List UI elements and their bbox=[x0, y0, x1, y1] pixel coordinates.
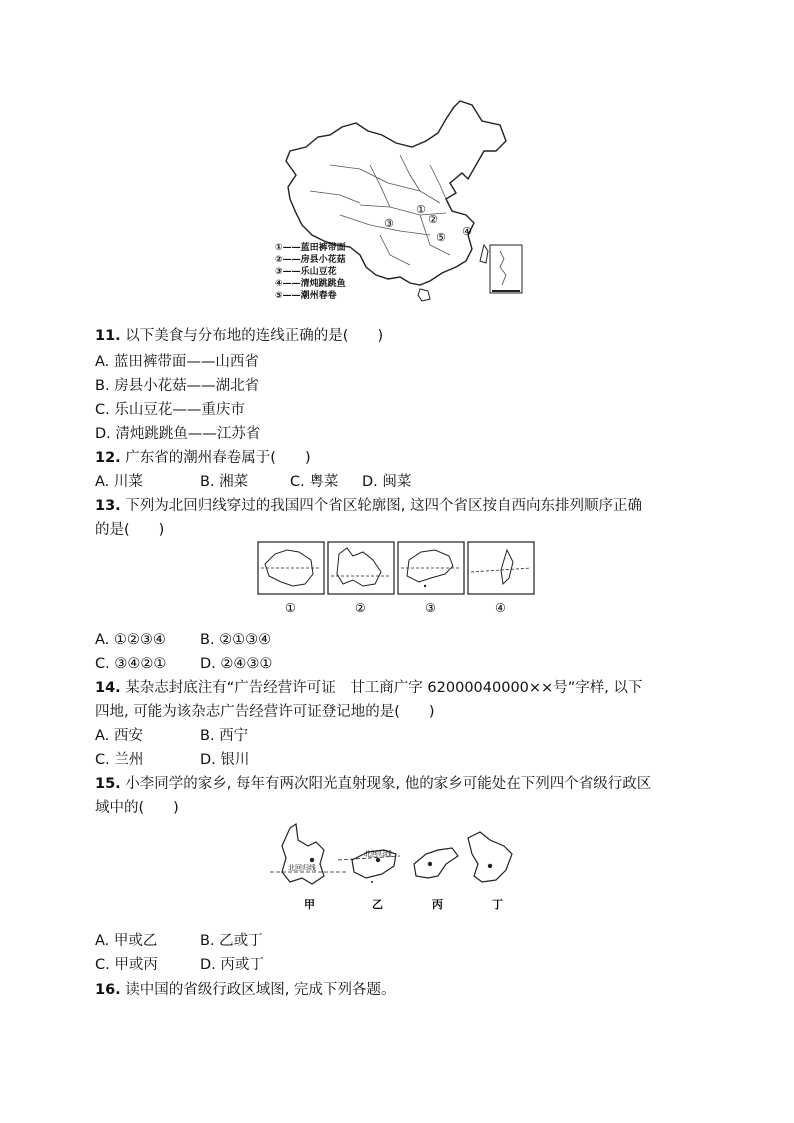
q15-option-c[interactable]: C. 甲或丙 bbox=[95, 957, 158, 973]
question-16 bbox=[95, 980, 396, 1000]
four-provinces-figure bbox=[268, 820, 528, 915]
question-text: 广东省的潮州春卷属于( ) bbox=[125, 450, 311, 466]
province-label-ding: 丁 bbox=[492, 898, 503, 911]
q12-option-d[interactable]: D. 闽菜 bbox=[362, 474, 412, 490]
q15-option-d[interactable]: D. 丙或丁 bbox=[200, 957, 264, 973]
q12-option-c[interactable]: C. 粤菜 bbox=[290, 474, 339, 490]
map-legend-3: ③——乐山豆花 bbox=[275, 267, 337, 277]
map-legend-4: ④——清炖跳跳鱼 bbox=[275, 279, 346, 289]
outline-label-1: ① bbox=[285, 601, 296, 615]
question-number: 16. bbox=[95, 982, 121, 998]
map-marker-1: ① bbox=[416, 203, 426, 216]
question-14-line2: 四地, 可能为该杂志广告经营许可证登记地的是( ) bbox=[95, 704, 435, 720]
question-13-line2: 的是( ) bbox=[95, 522, 165, 538]
map-marker-2: ② bbox=[428, 213, 438, 226]
q13-option-c[interactable]: C. ③④②① bbox=[95, 656, 167, 672]
outline-box-1 bbox=[258, 542, 324, 594]
question-number: 14. bbox=[95, 680, 121, 696]
question-11 bbox=[95, 326, 383, 346]
q12-option-b[interactable]: B. 湘菜 bbox=[200, 474, 249, 490]
map-marker-3: ③ bbox=[384, 217, 394, 230]
tropic-label-yi: 北回归线 bbox=[364, 850, 392, 858]
outline-box-4 bbox=[468, 542, 534, 594]
province-jia bbox=[270, 824, 348, 884]
q11-option-c[interactable]: C. 乐山豆花——重庆市 bbox=[95, 402, 245, 418]
q11-option-a[interactable]: A. 蓝田裤带面——山西省 bbox=[95, 354, 259, 370]
q14-option-a[interactable]: A. 西安 bbox=[95, 728, 143, 744]
map-legend-5: ⑤——潮州春卷 bbox=[275, 291, 337, 301]
question-15 bbox=[95, 774, 651, 794]
question-text-line1: 某杂志封底注有“广告经营许可证 甘工商广字 62000040000××号”字样, 以下 bbox=[125, 680, 643, 696]
question-text-line1: 下列为北回归线穿过的我国四个省区轮廓图, 这四个省区按自西向东排列顺序正确 bbox=[125, 498, 643, 514]
q13-option-b[interactable]: B. ②①③④ bbox=[200, 632, 272, 648]
question-text-line1: 小李同学的家乡, 每年有两次阳光直射现象, 他的家乡可能处在下列四个省级行政区 bbox=[125, 776, 652, 792]
q15-option-b[interactable]: B. 乙或丁 bbox=[200, 933, 263, 949]
province-label-jia: 甲 bbox=[304, 898, 315, 911]
q11-option-b[interactable]: B. 房县小花菇——湖北省 bbox=[95, 378, 260, 394]
outline-box-3 bbox=[398, 542, 464, 594]
province-yi bbox=[338, 849, 400, 883]
question-text: 以下美食与分布地的连线正确的是( ) bbox=[125, 328, 384, 344]
question-15-line2: 域中的( ) bbox=[95, 800, 179, 816]
q14-option-d[interactable]: D. 银川 bbox=[200, 752, 250, 768]
q14-option-c[interactable]: C. 兰州 bbox=[95, 752, 144, 768]
map-legend-1: ①——蓝田裤带面 bbox=[275, 243, 346, 253]
province-ding bbox=[468, 832, 512, 882]
map-marker-4: ④ bbox=[462, 225, 472, 238]
outline-label-2: ② bbox=[355, 601, 366, 615]
map-marker-5: ⑤ bbox=[436, 231, 446, 244]
map-legend-2: ②——房县小花菇 bbox=[275, 255, 346, 265]
q13-option-a[interactable]: A. ①②③④ bbox=[95, 632, 166, 648]
q12-option-a[interactable]: A. 川菜 bbox=[95, 474, 143, 490]
question-number: 15. bbox=[95, 776, 121, 792]
question-14 bbox=[95, 678, 642, 698]
question-12 bbox=[95, 448, 311, 468]
question-number: 12. bbox=[95, 450, 121, 466]
outline-label-3: ③ bbox=[425, 601, 436, 615]
province-bing bbox=[414, 848, 458, 878]
q13-option-d[interactable]: D. ②④③① bbox=[200, 656, 273, 672]
q14-option-b[interactable]: B. 西宁 bbox=[200, 728, 249, 744]
province-label-bing: 丙 bbox=[432, 898, 443, 911]
question-text: 读中国的省级行政区域图, 完成下列各题。 bbox=[125, 982, 396, 998]
question-number: 11. bbox=[95, 328, 121, 344]
tropic-label-jia: 北回归线 bbox=[288, 864, 316, 872]
province-label-yi: 乙 bbox=[372, 898, 383, 911]
outline-box-2 bbox=[328, 542, 394, 594]
q11-option-d[interactable]: D. 清炖跳跳鱼——江苏省 bbox=[95, 426, 261, 442]
question-number: 13. bbox=[95, 498, 121, 514]
q15-option-a[interactable]: A. 甲或乙 bbox=[95, 933, 158, 949]
outline-label-4: ④ bbox=[495, 601, 506, 615]
question-13 bbox=[95, 496, 642, 516]
province-outline-figure bbox=[255, 540, 540, 620]
